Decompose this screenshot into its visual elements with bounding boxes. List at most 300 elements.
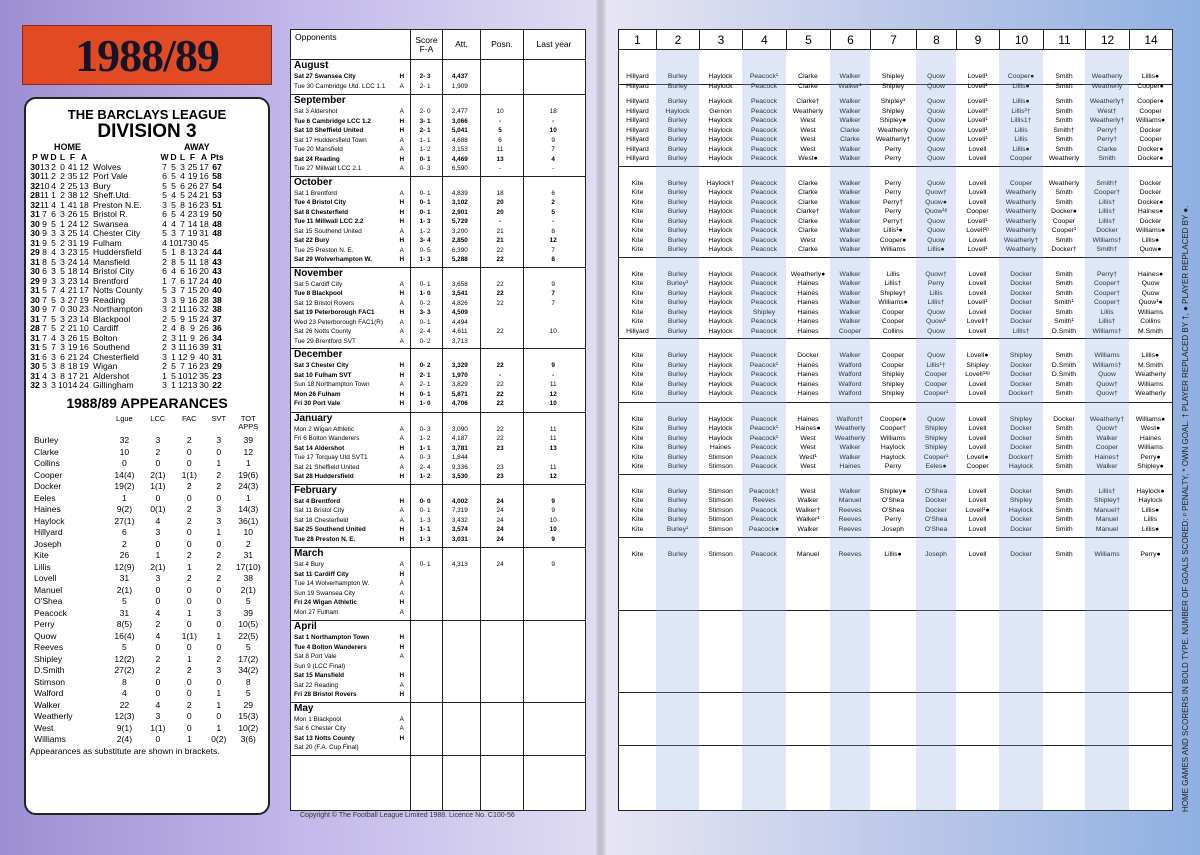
lineup-cell: Weatherly bbox=[834, 425, 866, 432]
lineup-cell: Lillis● bbox=[927, 246, 945, 253]
appearances-cell: 2 bbox=[122, 538, 127, 549]
lineup-cell: Lovell bbox=[968, 289, 987, 297]
lineup-cell: Cooper bbox=[1009, 155, 1033, 162]
lineup-cell: Burley bbox=[667, 453, 688, 461]
appearances-cell: 2 bbox=[216, 550, 222, 561]
fixture-score: 0- 1 bbox=[419, 507, 431, 514]
fixture-venue: H bbox=[399, 526, 405, 533]
lineup-cell: Manuel† bbox=[1093, 506, 1121, 514]
fixture-last-year: - bbox=[552, 371, 555, 379]
league-cell: 28 bbox=[199, 294, 209, 305]
appearances-cell: 0 bbox=[186, 458, 192, 469]
league-cell: 41 bbox=[67, 161, 78, 172]
lineup-cell: Smith bbox=[1055, 444, 1073, 451]
league-cell: 3 bbox=[162, 304, 167, 314]
fixture-row bbox=[291, 289, 585, 299]
appearances-cell: 3 bbox=[155, 435, 161, 446]
fixture-last-year bbox=[521, 734, 585, 744]
league-cell: 8 bbox=[42, 247, 47, 257]
lineup-cell: Docker bbox=[1139, 217, 1162, 225]
appearances-cell: 36(1) bbox=[238, 515, 259, 526]
league-cell: Chesterfield bbox=[93, 351, 139, 362]
fixture-position: 22 bbox=[496, 246, 504, 254]
appearances-cell: 4 bbox=[155, 515, 161, 526]
fixture-attendance: 3,031 bbox=[451, 535, 468, 543]
lineup-cell: Lillis† bbox=[1012, 327, 1030, 335]
appearances-header-cell: SVT bbox=[211, 413, 227, 423]
fixture-attendance: 5,871 bbox=[451, 390, 468, 398]
lineup-cell: Cooper bbox=[1095, 444, 1119, 451]
fixture-score: 1- 3 bbox=[419, 218, 431, 225]
fixture-position: 22 bbox=[496, 400, 504, 407]
lineup-cell: Burley bbox=[667, 497, 688, 504]
lineup-cell: Cooper bbox=[1139, 107, 1162, 115]
shirt-number-11: 11 bbox=[1043, 30, 1085, 49]
lineup-cell: Williams bbox=[1137, 380, 1164, 388]
lineup-cell: Smith bbox=[1055, 117, 1073, 124]
lineup-cell: Burley bbox=[667, 198, 688, 206]
appearances-title: 1988/89 APPEARANCES bbox=[66, 394, 228, 411]
lineup-cell: Shipley● bbox=[879, 487, 907, 495]
lineup-cell: Lovell● bbox=[966, 453, 989, 461]
lineup-cell: Burley bbox=[667, 289, 688, 297]
league-cell: 30 bbox=[187, 237, 198, 248]
lineup-cell: Kite bbox=[631, 308, 644, 316]
lineup-cell: Quow bbox=[927, 308, 945, 316]
lineup-cell: Smith bbox=[1055, 551, 1073, 558]
appearances-header-cell: Lgue bbox=[116, 413, 133, 423]
fixture-opponent: Sat 21 Sheffield United bbox=[294, 463, 360, 471]
fixture-opponent: Sat 18 Chesterfield bbox=[294, 516, 349, 524]
league-cell: 48 bbox=[212, 218, 222, 229]
fixture-score bbox=[409, 743, 441, 753]
league-cell: Swansea bbox=[93, 218, 129, 229]
lineup-cell: Burley bbox=[667, 434, 688, 442]
league-cell: 12 bbox=[79, 161, 89, 172]
col-opponents: Opponents bbox=[295, 32, 337, 42]
lineup-cell: Quow bbox=[927, 98, 945, 105]
fixture-opponent: Sat 3 Aldershot bbox=[294, 108, 338, 115]
league-cell: 3 bbox=[60, 256, 65, 267]
lineup-cell: Quow● bbox=[1139, 246, 1162, 253]
lineup-cell: Smith¹ bbox=[1054, 318, 1074, 325]
fixture-row bbox=[291, 434, 585, 444]
fixture-position: 20 bbox=[496, 208, 504, 216]
league-cell: 14 bbox=[79, 313, 89, 324]
lineup-cell: Haines bbox=[797, 289, 819, 297]
fixture-opponent: Sat 27 Swansea City bbox=[294, 73, 356, 80]
fixture-row bbox=[291, 217, 585, 227]
appearances-header-cell: TOT APPS bbox=[238, 413, 259, 431]
appearances-cell: 2 bbox=[216, 481, 222, 492]
fixture-row bbox=[291, 208, 585, 218]
season-banner bbox=[22, 25, 272, 85]
lineup-cell: Shipley bbox=[924, 425, 948, 432]
appearances-cell: 0 bbox=[186, 722, 192, 733]
lineup-cell: Burley bbox=[667, 425, 688, 432]
fixture-attendance: 3,781 bbox=[451, 444, 468, 452]
fixture-row bbox=[291, 608, 585, 618]
appearances-cell: 2(1) bbox=[116, 584, 133, 595]
league-cell: 26 bbox=[199, 332, 209, 343]
lineup-cell: Lovell¹¹ᵖ bbox=[965, 371, 990, 378]
fixture-score: 1- 1 bbox=[419, 136, 431, 144]
lineup-cell: Docker bbox=[1010, 289, 1032, 297]
fixture-opponent: Sat 19 Peterborough FAC1 bbox=[294, 309, 375, 316]
fixture-attendance: 9,336 bbox=[451, 463, 468, 471]
lineup-cell: Smith bbox=[1055, 308, 1073, 316]
appearances-row bbox=[30, 734, 264, 746]
appearances-cell: 3 bbox=[216, 435, 222, 446]
lineup-cell: Docker† bbox=[1008, 390, 1034, 397]
league-cell: 5 bbox=[162, 190, 167, 200]
lineup-cell: Walker bbox=[839, 280, 861, 287]
lineup-cell: Haylock bbox=[708, 82, 733, 90]
lineup-cell: Clarke† bbox=[796, 208, 820, 215]
lineup-cell: Haines bbox=[797, 380, 819, 388]
league-cell: 37 bbox=[212, 313, 222, 324]
month-name: January bbox=[294, 412, 333, 424]
fixture-venue: A bbox=[399, 108, 404, 115]
league-row bbox=[30, 191, 264, 201]
column-stripe bbox=[916, 50, 956, 810]
league-cell: 13 bbox=[79, 180, 89, 191]
appearances-cell: 0 bbox=[155, 596, 161, 607]
lineup-cell: Walker bbox=[1096, 463, 1118, 470]
league-cell: 22 bbox=[212, 380, 222, 390]
appearances-cell: 0 bbox=[155, 458, 161, 469]
appearances-cell: 0 bbox=[186, 619, 192, 630]
fixture-opponent: Mon 1 Blackpool bbox=[294, 715, 342, 723]
fixture-venue: A bbox=[399, 328, 404, 335]
league-cell: 2 bbox=[60, 171, 65, 181]
appearances-cell: 3(6) bbox=[240, 734, 256, 745]
league-cell: 4 bbox=[51, 180, 56, 191]
league-cell: 30 bbox=[30, 171, 40, 181]
league-cell: 40 bbox=[199, 351, 209, 362]
lineup-cell: West† bbox=[1097, 107, 1117, 115]
appearances-cell: Walford bbox=[34, 688, 64, 699]
appearances-row bbox=[30, 584, 264, 596]
lineup-cell: Peacock bbox=[750, 155, 778, 162]
lineup-cell: Peacock bbox=[750, 463, 778, 470]
league-cell: 5 bbox=[51, 313, 56, 324]
fixture-row bbox=[291, 371, 585, 381]
lineup-cell: Haines bbox=[797, 299, 819, 306]
lineup-cell: Docker● bbox=[1137, 155, 1164, 162]
lineup-cell: Smith bbox=[1055, 107, 1073, 115]
league-cell: 16 bbox=[187, 266, 198, 276]
lineup-cell: Lovell¹ bbox=[967, 126, 988, 134]
fixture-venue: A bbox=[399, 715, 404, 723]
league-row bbox=[30, 248, 264, 258]
fixture-position: 22 bbox=[496, 328, 504, 335]
lineup-cell: Lovell● bbox=[966, 352, 989, 359]
lineup-cell: Walker bbox=[839, 179, 861, 187]
lineup-cell: Walker bbox=[839, 227, 861, 234]
lineup-cell: Cooper† bbox=[879, 425, 907, 432]
league-cell: 19 bbox=[79, 237, 89, 248]
league-cell: 19 bbox=[67, 342, 78, 352]
fixture-row bbox=[291, 164, 585, 174]
lineup-cell: Smith bbox=[1055, 497, 1073, 504]
fixture-last-year: 9 bbox=[551, 535, 555, 543]
fixture-score bbox=[409, 715, 441, 725]
lineup-cell: Quow† bbox=[1096, 380, 1118, 388]
league-cell: 13 bbox=[187, 380, 198, 390]
lineup-cell: Cooper† bbox=[1093, 189, 1121, 196]
appearances-cell: Peacock bbox=[34, 607, 67, 618]
appearances-cell: 0 bbox=[216, 596, 222, 607]
fixture-row bbox=[291, 681, 585, 691]
fixture-opponent: Fri 24 Wigan Athletic bbox=[294, 599, 357, 606]
league-cell: 34 bbox=[212, 332, 222, 343]
lineup-cell: Clarke bbox=[798, 227, 818, 234]
league-cell: 3 bbox=[162, 380, 167, 390]
fixture-attendance: 2,850 bbox=[451, 237, 468, 244]
appearances-cell: 3 bbox=[216, 665, 222, 676]
league-cell: 6 bbox=[42, 351, 47, 362]
fixture-last-year: - bbox=[552, 218, 555, 225]
lineup-cell: Burley bbox=[667, 117, 688, 124]
lineup-cell: Walker bbox=[839, 198, 861, 206]
lineup-cell: Lillis1† bbox=[1010, 117, 1032, 124]
fixture-position: 24 bbox=[496, 516, 504, 524]
col-last-year: Last year bbox=[523, 30, 584, 59]
fixture-opponent: Mon 27 Fulham bbox=[294, 608, 339, 616]
league-cell: 5 bbox=[180, 256, 185, 267]
fixture-venue: H bbox=[399, 497, 405, 505]
fixture-last-year bbox=[521, 671, 585, 681]
lineup-cell: Peacock bbox=[750, 380, 778, 388]
lineup-cell: Lillis bbox=[929, 289, 943, 297]
fixture-last-year: 11 bbox=[549, 463, 557, 471]
appearances-cell: 17(10) bbox=[235, 561, 261, 572]
fixture-attendance bbox=[441, 570, 479, 580]
lineup-cell: Haylock bbox=[708, 371, 733, 378]
lineup-cell: Docker● bbox=[1137, 145, 1164, 153]
fixture-attendance: 3,200 bbox=[451, 227, 468, 235]
lineup-cell: Haylock bbox=[708, 361, 733, 369]
league-cell: 31 bbox=[212, 351, 222, 362]
lineup-cell: Smith bbox=[1055, 136, 1073, 143]
lineup-cell: Lillis● bbox=[1012, 98, 1030, 105]
appearances-cell: 10(5) bbox=[238, 619, 259, 630]
fixture-opponent: Sun 18 Northampton Town bbox=[294, 381, 370, 388]
appearances-cell: 0 bbox=[155, 688, 161, 699]
lineup-cell: Peacock bbox=[750, 352, 778, 359]
appearances-row bbox=[30, 481, 264, 493]
fixture-attendance: 5,729 bbox=[451, 218, 468, 225]
appearances-cell: 0 bbox=[216, 446, 222, 457]
league-cell: 6 bbox=[162, 171, 167, 181]
fixture-opponent: Sat 10 Fulham SVT bbox=[294, 371, 352, 379]
lineup-cell: Cooper bbox=[1139, 136, 1162, 143]
division-title: DIVISION 3 bbox=[97, 121, 197, 142]
appearances-row bbox=[30, 699, 264, 711]
fixture-row bbox=[291, 671, 585, 681]
lineup-cell: Lillis● bbox=[1141, 506, 1160, 514]
league-cell: 4 bbox=[51, 332, 56, 343]
league-cell: 9 bbox=[42, 228, 47, 238]
league-cell: 4 bbox=[180, 209, 185, 219]
lineup-cell: Quow¹● bbox=[1138, 299, 1163, 306]
fixture-opponent: Sat 22 Bury bbox=[294, 237, 330, 244]
lineup-cell: Lovell bbox=[968, 155, 987, 162]
league-cell: 15 bbox=[79, 209, 89, 219]
league-cell: 31 bbox=[30, 209, 40, 219]
lineup-cell: West bbox=[800, 126, 816, 134]
column-divider bbox=[442, 30, 443, 810]
league-row bbox=[30, 315, 264, 325]
league-cell: 28 bbox=[30, 190, 40, 200]
appearances-cell: 31 bbox=[119, 607, 130, 618]
league-cell: 10 bbox=[79, 323, 89, 333]
fixture-row bbox=[291, 318, 585, 328]
lineup-cell: Perry† bbox=[882, 217, 904, 225]
lineup-cell: D.Smith bbox=[1051, 371, 1077, 378]
league-cell: 2 bbox=[60, 237, 65, 248]
fixture-last-year: 4 bbox=[551, 155, 555, 163]
lineup-cell: Gernon bbox=[709, 107, 732, 115]
fixture-attendance bbox=[441, 643, 479, 653]
fixture-last-year bbox=[521, 570, 585, 580]
appearances-cell: 3 bbox=[216, 607, 222, 618]
lineup-cell: Joseph bbox=[925, 551, 947, 558]
lineup-cell: Lovell¹ bbox=[967, 82, 988, 90]
appearances-cell: 22(5) bbox=[238, 630, 259, 641]
fixture-venue: H bbox=[399, 127, 405, 134]
fixture-score: 1- 2 bbox=[419, 435, 431, 442]
lineup-cell: Peacock bbox=[750, 415, 778, 423]
fixture-attendance bbox=[441, 662, 479, 672]
lineup-cell: Perry bbox=[927, 280, 945, 287]
appearances-cell: 5 bbox=[122, 596, 127, 607]
appearances-cell: 24(3) bbox=[238, 481, 259, 492]
lineup-cell: Quow bbox=[1098, 371, 1116, 378]
lineup-cell: Cooper● bbox=[1137, 98, 1164, 105]
appearances-cell: 1(1) bbox=[181, 630, 197, 641]
appearances-cell: Haines bbox=[34, 504, 61, 515]
lineup-cell: Williams† bbox=[1092, 236, 1122, 244]
league-cell: 2 bbox=[60, 323, 65, 333]
league-cell: 4 bbox=[171, 323, 176, 333]
league-cell: 4 bbox=[60, 285, 65, 295]
fixture-last-year bbox=[521, 337, 585, 347]
lineup-cell: Lovell bbox=[968, 236, 987, 244]
lineup-cell: Lillis● bbox=[1141, 73, 1160, 80]
fixture-position: 24 bbox=[496, 507, 504, 514]
league-cell: 24 bbox=[187, 190, 198, 200]
league-cell: 6 bbox=[180, 180, 185, 191]
league-cell: 30 bbox=[30, 304, 40, 314]
appearances-row bbox=[30, 619, 264, 631]
fixture-opponent: Tue 25 Preston N. E. bbox=[294, 246, 354, 254]
fixture-row bbox=[291, 399, 585, 409]
lineup-cell: Perry bbox=[884, 516, 902, 523]
fixture-attendance: 5,288 bbox=[451, 256, 468, 263]
lineup-cell: West bbox=[800, 434, 816, 442]
fixture-score: 2- 1 bbox=[419, 82, 431, 90]
lineup-cell: Smith bbox=[1055, 380, 1073, 388]
league-cell: 32 bbox=[30, 180, 40, 191]
fixture-score: 1- 0 bbox=[419, 400, 431, 407]
league-cell: 11 bbox=[40, 199, 49, 210]
appearances-cell: 0 bbox=[216, 538, 222, 549]
lineup-cell: Williams bbox=[1137, 308, 1164, 316]
fixture-position bbox=[479, 608, 522, 618]
league-cell: 36 bbox=[212, 323, 222, 333]
lineup-cell: Burley bbox=[667, 246, 688, 253]
appearances-row bbox=[30, 469, 264, 481]
league-cell: 15 bbox=[79, 332, 89, 343]
fixture-position: 18 bbox=[496, 189, 504, 197]
league-cell: Fulham bbox=[93, 237, 122, 248]
league-cell: 43 bbox=[212, 256, 222, 267]
lineup-cell: Walker bbox=[839, 352, 861, 359]
lineup-cell: Walker bbox=[839, 145, 861, 153]
appearances-cell: 2 bbox=[216, 573, 222, 584]
appearances-cell: 0 bbox=[186, 538, 192, 549]
appearances-cell: 9(2) bbox=[116, 504, 133, 515]
league-cell: Brentford bbox=[93, 275, 129, 286]
lineup-cell: Stimson bbox=[708, 516, 733, 523]
month-name: December bbox=[294, 349, 343, 360]
lineup-cell: Lillis bbox=[1014, 126, 1028, 134]
fixture-score: 1- 0 bbox=[419, 290, 431, 297]
league-cell: 15 bbox=[79, 247, 89, 257]
league-cell: 3 bbox=[51, 351, 56, 362]
appearances-cell: 31 bbox=[243, 550, 254, 561]
lineup-cell: Walker bbox=[839, 73, 861, 80]
lineup-cell: Smith† bbox=[1096, 179, 1118, 187]
lineup-cell: Quow bbox=[927, 415, 945, 423]
lineup-cell: Burley bbox=[667, 444, 688, 451]
fixture-last-year: 5 bbox=[551, 208, 555, 216]
lineup-cell: Quow† bbox=[925, 270, 947, 278]
fixture-position: 23 bbox=[496, 444, 504, 452]
appearances-cell: 29 bbox=[243, 699, 254, 710]
lineup-cell: Haylock bbox=[708, 198, 733, 206]
lineup-cell: West bbox=[800, 145, 816, 153]
league-cell: 19 bbox=[79, 361, 89, 371]
fixture-attendance: 6,590 bbox=[451, 165, 468, 172]
league-cell: 32 bbox=[30, 380, 40, 390]
league-cell: 14 bbox=[79, 256, 89, 267]
appearances-cell: 2 bbox=[186, 665, 192, 676]
lineup-cell: Weatherly bbox=[1135, 371, 1166, 378]
fixture-position: 22 bbox=[496, 435, 504, 442]
lineup-cell: Docker bbox=[1010, 516, 1032, 523]
lineup-cell: Burley bbox=[667, 73, 688, 80]
league-cell: 3 bbox=[60, 228, 65, 238]
lineup-cell: Peacock bbox=[750, 270, 778, 278]
lineup-cell: Walker bbox=[839, 487, 861, 495]
appearances-cell: Hillyard bbox=[34, 527, 63, 538]
fixture-venue: A bbox=[399, 580, 404, 587]
appearances-cell: 3 bbox=[216, 515, 222, 526]
appearances-cell: 0 bbox=[155, 734, 161, 745]
fixture-score: 0- 3 bbox=[419, 454, 431, 461]
fixture-venue: A bbox=[399, 82, 404, 90]
fixture-attendance: 4,611 bbox=[452, 328, 468, 335]
fixture-position bbox=[479, 652, 522, 662]
lineup-cell: Docker bbox=[1010, 444, 1032, 451]
lineup-cell: Peacock bbox=[750, 236, 778, 244]
fixture-attendance bbox=[441, 608, 479, 618]
appearances-cell: 6 bbox=[122, 527, 127, 538]
appearances-cell: 0 bbox=[186, 596, 192, 607]
